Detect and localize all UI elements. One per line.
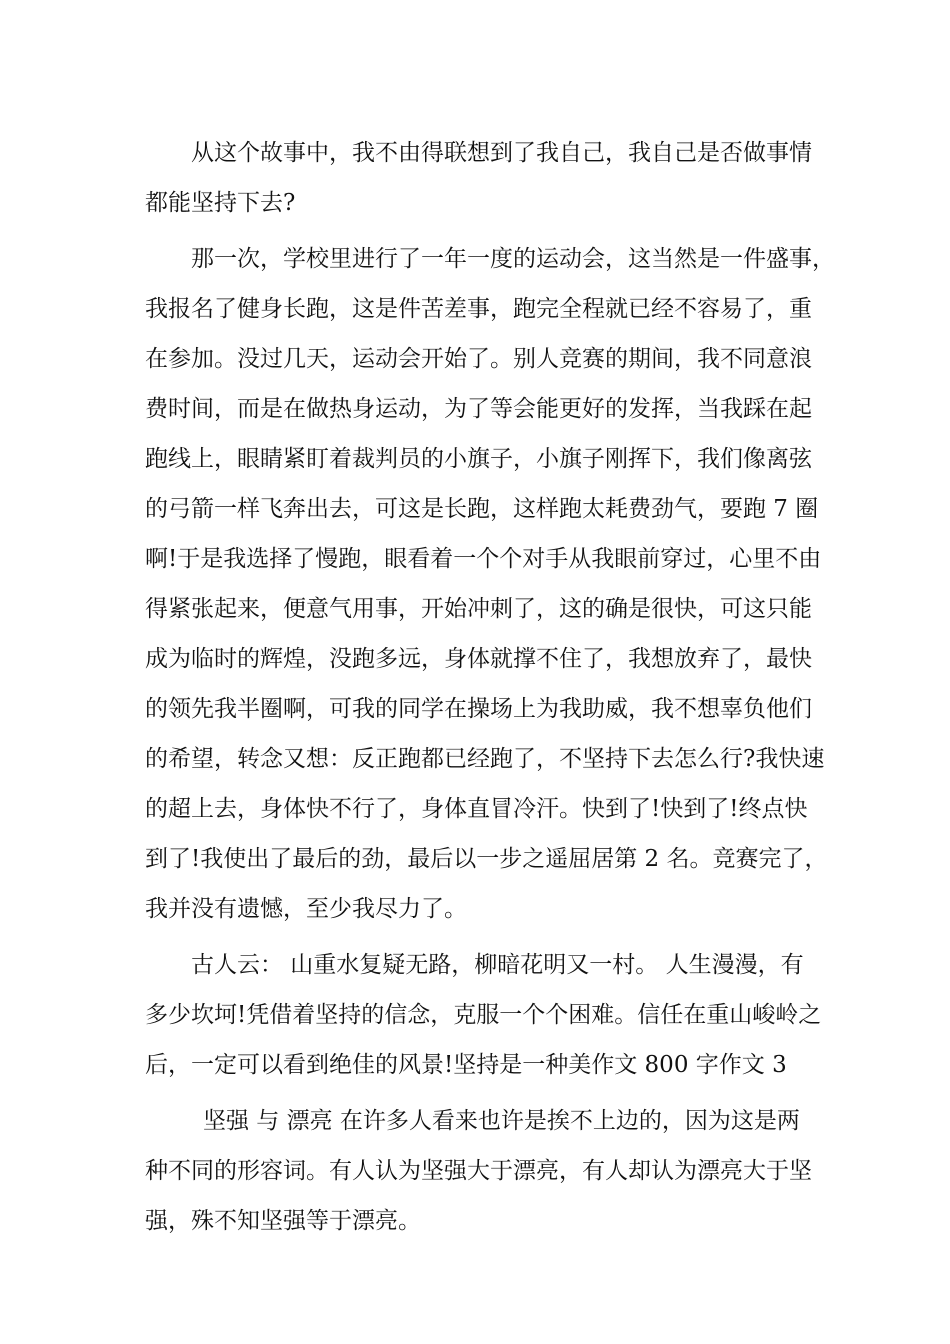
paragraph-line: 的领先我半圈啊，可我的同学在操场上为我助威，我不想辜负他们: [145, 696, 812, 722]
paragraph-line: 坚强 与 漂亮 在许多人看来也许是挨不上边的，因为这是两: [203, 1108, 800, 1134]
paragraph-line: 我并没有遗憾，至少我尽力了。: [145, 896, 467, 922]
paragraph-line: 从这个故事中，我不由得联想到了我自己，我自己是否做事情: [191, 140, 812, 166]
paragraph-line: 后，一定可以看到绝佳的风景!坚持是一种美作文 800 字作文 3: [145, 1052, 787, 1078]
paragraph-1: [145, 128, 815, 228]
paragraph-line: 的超上去，身体快不行了，身体直冒冷汗。快到了!快到了!终点快: [145, 796, 808, 822]
paragraph-3: [145, 940, 822, 1090]
paragraph-line: 种不同的形容词。有人认为坚强大于漂亮，有人却认为漂亮大于坚: [145, 1158, 812, 1184]
paragraph-2: [145, 234, 835, 934]
paragraph-line: 那一次，学校里进行了一年一度的运动会，这当然是一件盛事，: [191, 246, 835, 272]
paragraph-line: 强，殊不知坚强等于漂亮。: [145, 1208, 421, 1234]
paragraph-line: 得紧张起来，便意气用事，开始冲刺了，这的确是很快，可这只能: [145, 596, 812, 622]
paragraph-line: 啊!于是我选择了慢跑，眼看着一个个对手从我眼前穿过，心里不由: [145, 546, 822, 572]
paragraph-line: 费时间，而是在做热身运动，为了等会能更好的发挥，当我踩在起: [145, 396, 812, 422]
paragraph-4: [145, 1096, 815, 1246]
paragraph-line: 的弓箭一样飞奔出去，可这是长跑，这样跑太耗费劲气，要跑 7 圈: [145, 496, 819, 522]
paragraph-line: 的希望，转念又想：反正跑都已经跑了，不坚持下去怎么行?我快速: [145, 746, 825, 772]
paragraph-line: 古人云： 山重水复疑无路，柳暗花明又一村。 人生漫漫，有: [191, 952, 804, 978]
paragraph-line: 我报名了健身长跑，这是件苦差事，跑完全程就已经不容易了，重: [145, 296, 812, 322]
paragraph-line: 在参加。没过几天，运动会开始了。别人竞赛的期间，我不同意浪: [145, 346, 812, 372]
paragraph-line: 多少坎坷!凭借着坚持的信念，克服一个个困难。信任在重山峻岭之: [145, 1002, 822, 1028]
document-body: [145, 128, 835, 1246]
paragraph-line: 到了!我使出了最后的劲，最后以一步之遥屈居第 2 名。竞赛完了，: [145, 846, 828, 872]
paragraph-line: 成为临时的辉煌，没跑多远，身体就撑不住了，我想放弃了，最快: [145, 646, 812, 672]
paragraph-line: 都能坚持下去?: [145, 190, 296, 216]
paragraph-line: 跑线上，眼睛紧盯着裁判员的小旗子，小旗子刚挥下，我们像离弦: [145, 446, 812, 472]
